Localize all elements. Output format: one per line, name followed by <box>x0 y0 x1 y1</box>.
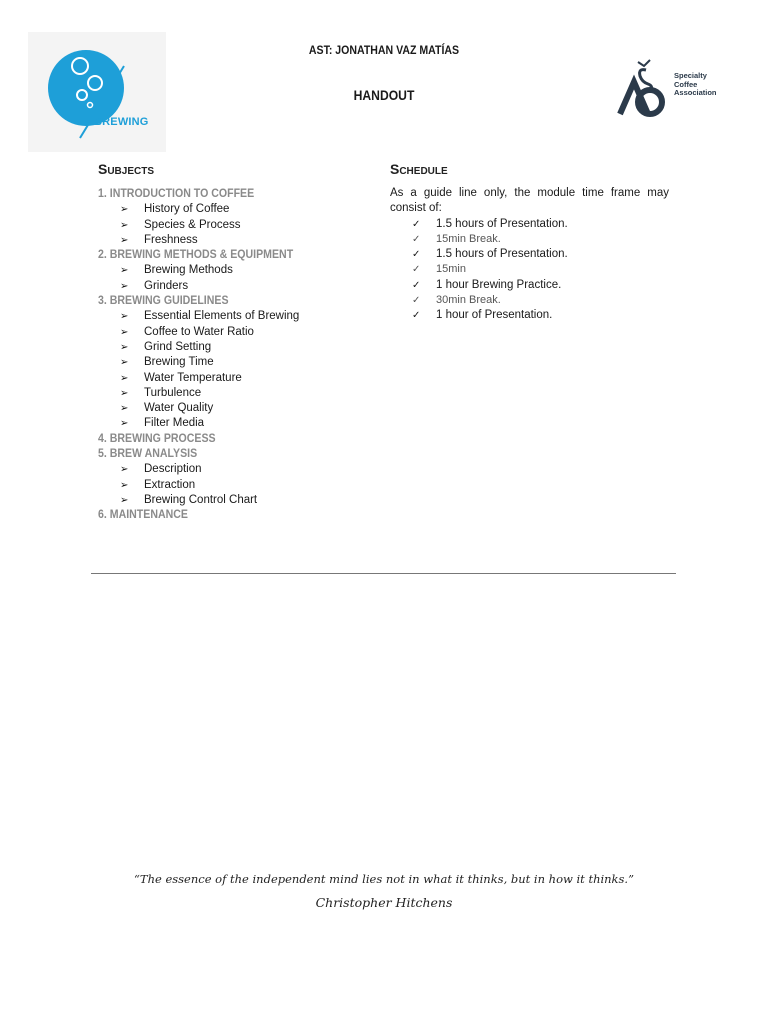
subject-item <box>98 233 378 248</box>
schedule-item <box>390 293 669 308</box>
check-icon: ✓ <box>412 310 421 322</box>
subject-item <box>98 462 378 477</box>
subject-item-label: Brewing Methods <box>144 264 233 277</box>
quote-author: Christopher Hitchens <box>315 895 453 910</box>
arrow-bullet-icon: ➢ <box>120 341 129 353</box>
subject-item <box>98 340 378 355</box>
subject-item-label: Freshness <box>144 233 198 246</box>
schedule-list <box>390 217 669 324</box>
subject-item-label: Brewing Time <box>144 356 214 369</box>
schedule-item <box>390 247 669 262</box>
schedule-item-label: 1.5 hours of Presentation. <box>436 248 568 261</box>
subject-item-label: Grinders <box>144 279 189 292</box>
page-title: HANDOUT <box>353 88 415 103</box>
subject-section: 1. INTRODUCTION TO COFFEE <box>98 188 255 200</box>
divider <box>91 573 676 574</box>
arrow-bullet-icon: ➢ <box>120 464 129 476</box>
author-line: AST: JONATHAN VAZ MATÍAS <box>308 43 460 57</box>
arrow-bullet-icon: ➢ <box>120 234 129 246</box>
schedule-item <box>390 278 669 293</box>
sca-logo-graphic <box>616 56 676 118</box>
schedule-item <box>390 262 669 277</box>
subject-item-label: History of Coffee <box>144 203 230 216</box>
schedule-block <box>390 186 669 324</box>
check-icon: ✓ <box>412 249 421 261</box>
sca-logo-text: Specialty Coffee Association <box>674 71 717 97</box>
arrow-bullet-icon: ➢ <box>120 494 129 506</box>
arrow-bullet-icon: ➢ <box>120 326 129 338</box>
subject-item <box>98 478 378 493</box>
check-icon: ✓ <box>412 264 421 276</box>
schedule-item <box>390 232 669 247</box>
subject-item <box>98 401 378 416</box>
subject-item <box>98 263 378 278</box>
arrow-bullet-icon: ➢ <box>120 418 129 430</box>
subject-item <box>98 371 378 386</box>
subject-item <box>98 279 378 294</box>
arrow-bullet-icon: ➢ <box>120 479 129 491</box>
schedule-item-label: 1 hour Brewing Practice. <box>436 278 562 291</box>
subject-item-label: Water Temperature <box>144 371 242 384</box>
arrow-bullet-icon: ➢ <box>120 403 129 415</box>
arrow-bullet-icon: ➢ <box>120 372 129 384</box>
subject-item-label: Extraction <box>144 478 196 491</box>
schedule-item <box>390 217 669 232</box>
subject-item <box>98 416 378 431</box>
subject-section: 6. MAINTENANCE <box>98 509 188 522</box>
subject-item <box>98 355 378 370</box>
schedule-item-label: 1 hour of Presentation. <box>436 309 553 322</box>
arrow-bullet-icon: ➢ <box>120 204 129 216</box>
subject-item <box>98 309 378 324</box>
schedule-heading: Schedule <box>390 161 448 177</box>
subject-item-label: Grind Setting <box>144 340 212 353</box>
check-icon: ✓ <box>412 233 421 245</box>
subjects-list <box>98 187 378 524</box>
arrow-bullet-icon: ➢ <box>120 265 129 277</box>
brewing-logo-text: BREWING <box>94 116 149 128</box>
subject-section: 2. BREWING METHODS & EQUIPMENT <box>98 249 294 262</box>
subject-item-label: Turbulence <box>144 386 202 399</box>
check-icon: ✓ <box>412 295 421 307</box>
subject-section: 3. BREWING GUIDELINES <box>98 295 229 308</box>
subject-section: 4. BREWING PROCESS <box>98 432 216 445</box>
schedule-item-label: 1.5 hours of Presentation. <box>436 217 568 230</box>
subject-item-label: Species & Process <box>144 218 241 231</box>
arrow-bullet-icon: ➢ <box>120 357 129 369</box>
subjects-heading: Subjects <box>98 161 155 177</box>
subject-item-label: Coffee to Water Ratio <box>144 325 254 338</box>
subject-item <box>98 202 378 217</box>
subject-item-label: Filter Media <box>144 417 205 430</box>
check-icon: ✓ <box>412 218 421 230</box>
schedule-item-label: 30min Break. <box>436 294 501 307</box>
subject-item <box>98 386 378 401</box>
schedule-item <box>390 308 669 323</box>
subject-item <box>98 493 378 508</box>
check-icon: ✓ <box>412 279 421 291</box>
subject-item-label: Brewing Control Chart <box>144 493 258 506</box>
schedule-intro: As a guide line only, the module time frame may consist of: <box>390 187 669 215</box>
subject-section: 5. BREW ANALYSIS <box>98 448 198 461</box>
subject-item <box>98 325 378 340</box>
sca-logo <box>616 56 716 118</box>
arrow-bullet-icon: ➢ <box>120 280 129 292</box>
schedule-item-label: 15min Break. <box>436 232 501 245</box>
subject-item-label: Water Quality <box>144 402 214 415</box>
arrow-bullet-icon: ➢ <box>120 311 129 323</box>
arrow-bullet-icon: ➢ <box>120 387 129 399</box>
quote-text: “The essence of the independent mind lies not in what it thinks, but in how it thinks.” <box>134 872 634 886</box>
schedule-item-label: 15min <box>436 263 466 276</box>
subject-item-label: Essential Elements of Brewing <box>144 310 300 323</box>
subject-item-label: Description <box>144 463 202 476</box>
subject-item <box>98 218 378 233</box>
arrow-bullet-icon: ➢ <box>120 219 129 231</box>
